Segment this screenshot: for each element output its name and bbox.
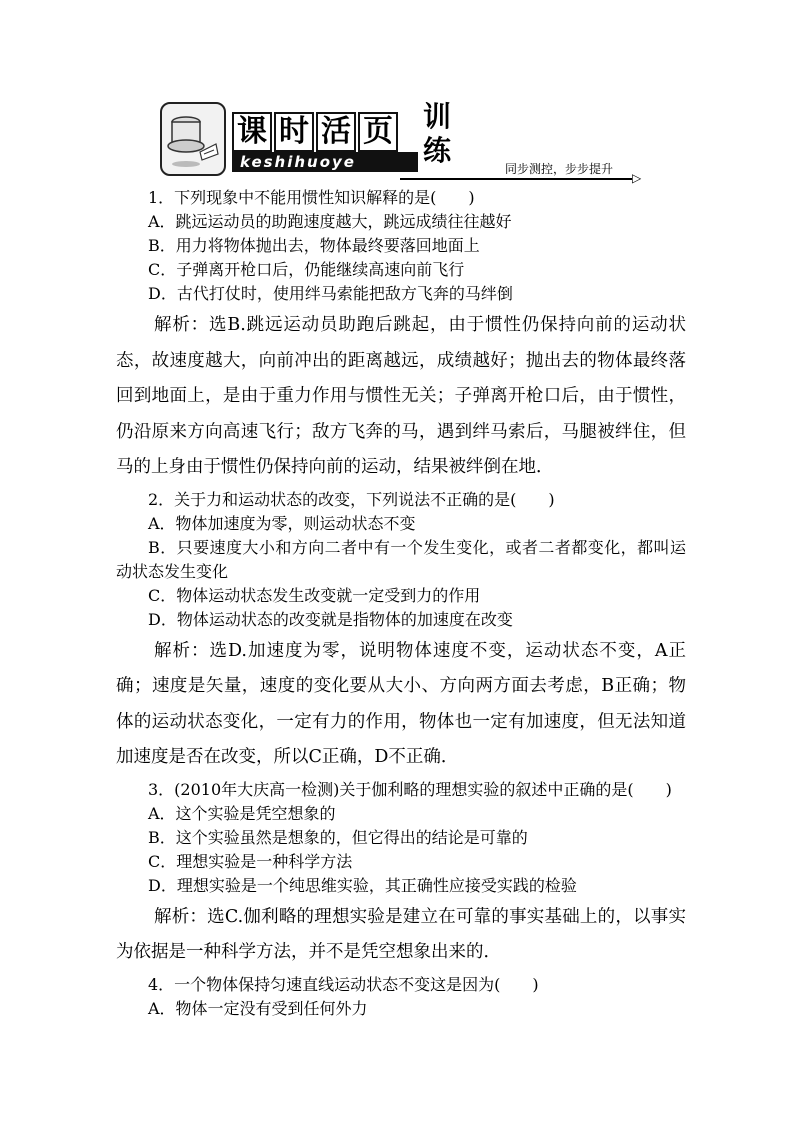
question-option: A．物体一定没有受到任何外力: [148, 998, 368, 1018]
question-option: D．物体运动状态的改变就是指物体的加速度在改变: [148, 609, 513, 629]
analysis-label: 解析：: [154, 640, 210, 661]
analysis-label: 解析：: [154, 906, 208, 927]
question-option: B．用力将物体抛出去，物体最终要落回地面上: [148, 236, 480, 255]
question-option: A．物体加速度为零，则运动状态不变: [148, 513, 416, 533]
question-option: D．理想实验是一个纯思维实验，其正确性应接受实践的检验: [148, 875, 577, 895]
title-char: 页: [358, 112, 398, 152]
banner-vertical-title: [422, 100, 452, 168]
analysis: [116, 308, 686, 486]
question-option: A．这个实验是凭空想象的: [148, 803, 336, 823]
analysis-label: 解析：: [154, 315, 210, 335]
hat-icon: [166, 108, 220, 170]
page-header: [160, 100, 642, 185]
title-char: 时: [274, 112, 314, 152]
question-option: C．子弹离开枪口后，仍能继续高速向前飞行: [148, 260, 465, 279]
question-option: C．理想实验是一种科学方法: [148, 851, 353, 871]
analysis: [116, 634, 686, 776]
question-option: D．古代打仗时，使用绊马索能把敌方飞奔的马绊倒: [148, 284, 513, 303]
question-stem: 3．(2010年大庆高一检测)关于伽利略的理想实验的叙述中正确的是( ): [148, 779, 672, 799]
question-option: A．跳远运动员的助跑速度越大，跳远成绩往往越好: [148, 212, 512, 231]
logo: [160, 102, 226, 176]
question-option: B．这个实验虽然是想象的，但它得出的结论是可靠的: [148, 827, 528, 847]
banner-subtitle: keshihuoye: [232, 152, 418, 172]
slogan-underline: [400, 178, 632, 180]
question-option: C．物体运动状态发生改变就一定受到力的作用: [148, 585, 481, 605]
analysis-text: 选D.加速度为零，说明物体速度不变，运动状态不变，A正确；速度是矢量，速度的变化要从大小、方向两方面去考虑，B正确；物体的运动状态变化，一定有力的作用，物体也一定有加速度，但无法知道加速度是否在改变，所以C正确，D不正确．: [116, 640, 687, 767]
banner-title: [232, 112, 398, 148]
arrow-right-icon: ▷: [632, 171, 642, 185]
analysis-text: 选B.跳远运动员助跑后跳起，由于惯性仍保持向前的运动状态，故速度越大，向前冲出的距离越远，成绩越好；抛出去的物体最终落回到地面上，是由于重力作用与惯性无关；子弹离开枪口后，由于惯性，仍沿原来方向高速飞行；敌方飞奔的马，遇到绊马索后，马腿被绊住，但马的上身由于惯性仍保持向前的运动，结果被绊倒在地．: [116, 315, 687, 477]
analysis-text: 选C.伽利略的理想实验是建立在可靠的事实基础上的，以事实为依据是一种科学方法，并不是凭空想象出来的．: [116, 906, 687, 962]
exercise-content: [116, 186, 686, 1021]
title-char: 活: [316, 112, 356, 152]
question-stem: 2．关于力和运动状态的改变，下列说法不正确的是( ): [148, 489, 555, 509]
question-option: B．只要速度大小和方向二者中有一个发生变化，或者二者都变化，都叫运动状态发生变化: [116, 537, 686, 581]
vertical-char: 练: [422, 134, 451, 167]
slogan: 同步测控，步步提升: [505, 162, 614, 176]
vertical-char: 训: [422, 100, 451, 133]
question-stem: 4．一个物体保持匀速直线运动状态不变这是因为( ): [148, 974, 539, 994]
title-char: 课: [232, 112, 272, 152]
analysis: [116, 900, 686, 971]
question-stem: 1．下列现象中不能用惯性知识解释的是( ): [148, 188, 475, 207]
